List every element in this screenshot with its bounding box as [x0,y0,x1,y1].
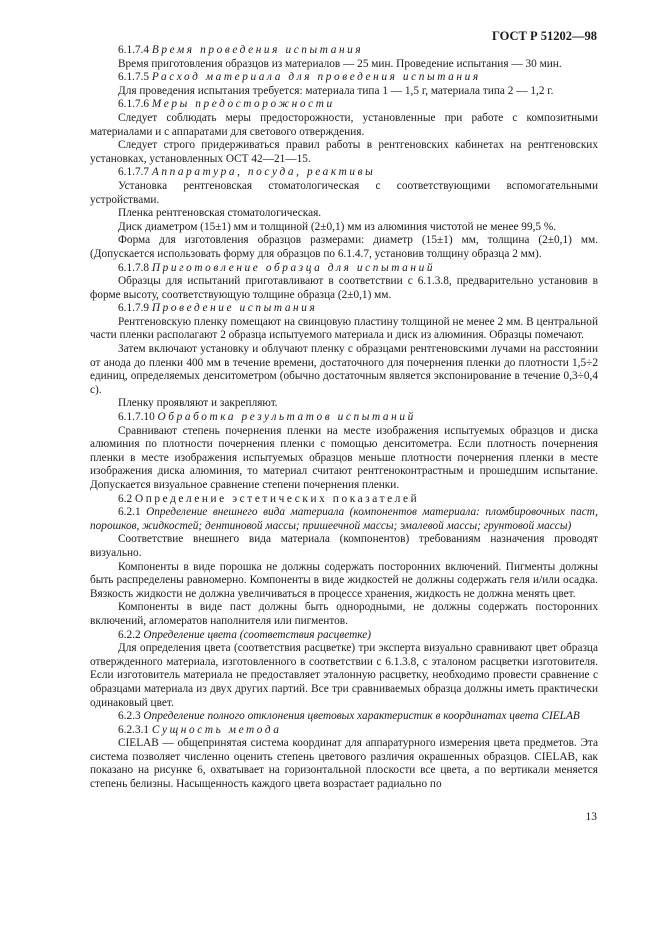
section-heading [90,71,598,85]
paragraph: Для определения цвета (соответствия расцветке) три эксперта визуально сравнивают цвет образца отвержденного материала, изготовленного в соответствии с 6.1.3.8, с эталоном расцветки изготовителя. Если изготовитель материала не предоставляет эталонную расцветку, необходимо провести сравнение с образцами материала из двух других партий. Все три сравниваемых образца должны иметь практически одинаковый цвет. [90,642,598,709]
page-number: 13 [585,811,597,823]
section-title: Определение эстетических показателей [134,492,420,505]
section-title: Аппаратура, посуда, реактивы [151,166,376,179]
paragraph: CIELAB — общепринятая система координат для аппаратурного измерения цвета предметов. Эта система позволяет численно оценить степень цветового различия окрашенных образцов. CIELAB, как показано на рисунке 6, охватывает на горизонтальной плоскости все цвета, а по вертикали меняется степень белизны. Насыщенность каждого цвета возрастает радиально по [90,737,598,791]
section-number: 6.2.1 [118,506,141,519]
section-title: Сущность метода [151,723,282,736]
section-heading [90,302,598,316]
section-title: Определение полного отклонения цветовых характеристик в координатах цвета CIELAB [143,710,580,723]
paragraph: Установка рентгеновская стоматологическая с соответствующими вспомогательными устройствами. [90,179,598,206]
section-number: 6.2 [118,492,133,505]
section-number: 6.1.7.10 [118,411,155,424]
section-number: 6.2.3.1 [118,723,150,736]
paragraph: Время приготовления образцов из материалов — 25 мин. Проведение испытания — 30 мин. [118,57,562,70]
section-number: 6.1.7.4 [118,44,150,56]
section-title: Проведение испытания [151,302,318,315]
section-heading [90,98,598,112]
paragraph: Пленку проявляют и закрепляют. [118,397,278,410]
paragraph: Компоненты в виде порошка не должны содержать посторонних включений. Пигменты должны быть распределены равномерно. Компоненты в виде жидкостей не должны содержать геля и/или осадка. Вязкость жидкости не должна увеличиваться в процессе хранения, жидкость не должна менять цвет. [90,560,598,600]
paragraph: Форма для изготовления образцов размерами: диаметр (15±1) мм, толщина (2±0,1) мм. (Допускается использовать форму для образцов по 6.1.4.7, установив толщину образца 2 мм). [90,234,598,260]
section-number: 6.1.7.9 [118,302,150,315]
section-number: 6.1.7.8 [118,261,150,274]
section-heading [90,724,598,738]
paragraph: Следует соблюдать меры предосторожности, установленные при работе с композитными материалами и с аппаратами для светового отверждения. [90,111,598,138]
paragraph: Для проведения испытания требуется: материала типа 1 — 1,5 г, материала типа 2 — 1,2 г. [118,84,554,97]
section-heading [90,493,598,507]
section-heading [90,629,598,643]
section-heading [90,44,598,58]
section-heading [90,506,598,533]
paragraph: Рентгеновскую пленку помещают на свинцовую пластину толщиной не менее 2 мм. В центральной части пленки располагают 2 образца испытуемого материала и диск из алюминия. Образцы помечают. [90,315,598,342]
document-body [90,44,598,792]
paragraph: Образцы для испытаний приготавливают в соответствии с 6.1.3.8, предварительно установив в форме высоту, соответствующую толщине образца (2±0,1) мм. [90,275,598,301]
section-number: 6.2.3 [118,710,141,723]
section-heading [90,166,598,180]
paragraph: Диск диаметром (15±1) мм и толщиной (2±0,1) мм из алюминия чистотой не менее 99,5 %. [118,220,557,233]
document-header: ГОСТ Р 51202—98 [491,29,597,43]
paragraph: Сравнивают степень почернения пленки на месте изображения испытуемых образцов и диска алюминия по плотности почернения пленки с помощью денситометра. Если плотность почернения пленки в месте изображения испытуемых образцов меньше плотности почернения пленки в месте изображения диска алюминия, то материал считают рентгеноконтрастным и прошедшим испытание. Допускается визуальное сравнение степени почернения пленки. [90,424,598,491]
section-title: Меры предосторожности [151,98,335,111]
section-heading [90,411,598,425]
section-title: Время проведения испытания [151,44,364,56]
section-title: Определение внешнего вида материала (компонентов материала: пломбировочных паст, порошков, жидкостей; дентиновой массы; пришеечной массы; эмалевой массы; грунтовой массы) [90,506,598,532]
section-number: 6.1.7.7 [118,166,150,179]
paragraph: Затем включают установку и облучают пленку с образцами рентгеновскими лучами на расстоянии от анода до пленки 400 мм в течение времени, достаточного для почернения пленки до плотности 1,5÷2 единиц, определяемых денситометром (обычно достаточным является экспонирование в течение 0,3÷0,4 с). [90,343,598,396]
section-title: Определение цвета (соответствия расцветке) [143,628,372,641]
section-heading [90,262,598,276]
section-title: Приготовление образца для испытаний [151,261,436,274]
section-title: Обработка результатов испытаний [157,411,416,424]
paragraph: Компоненты в виде паст должны быть однородными, не должны содержать посторонних включений, агломератов наполнителя или пигментов. [90,601,598,627]
paragraph: Следует строго придерживаться правил работы в рентгеновских кабинетах на рентгеновских установках, установленных ОСТ 42—21—15. [90,139,598,165]
section-title: Расход материала для проведения испытания [151,71,481,84]
section-number: 6.1.7.5 [118,71,150,84]
section-number: 6.1.7.6 [118,98,150,111]
section-heading [90,710,598,724]
paragraph: Соответствие внешнего вида материала (компонентов) требованиям назначения проводят визуально. [90,533,598,559]
paragraph: Пленка рентгеновская стоматологическая. [118,207,322,220]
section-number: 6.2.2 [118,628,141,641]
